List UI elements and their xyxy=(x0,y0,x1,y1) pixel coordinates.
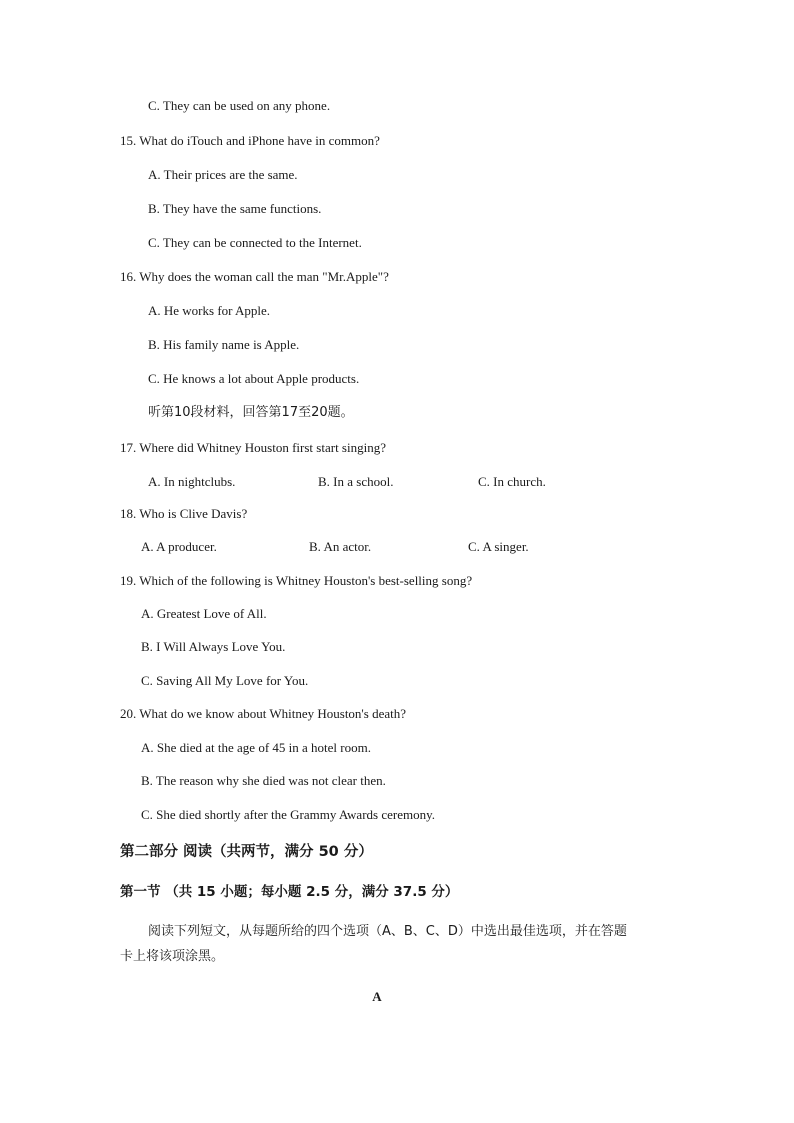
listening-instruction-10: 听第10段材料，回答第17至20题。 xyxy=(148,405,354,420)
q18-option-c: C. A singer. xyxy=(468,539,529,554)
passage-label: A xyxy=(372,989,382,1004)
q18-option-a: A. A producer. xyxy=(141,539,217,554)
q15-option-c: C. They can be connected to the Internet. xyxy=(148,235,362,250)
q17-option-b: B. In a school. xyxy=(318,474,394,489)
q19-stem: 19. Which of the following is Whitney Houston's best-selling song? xyxy=(120,573,473,588)
q17-stem: 17. Where did Whitney Houston first start singing? xyxy=(120,440,386,455)
q16-option-a: A. He works for Apple. xyxy=(148,303,271,318)
reading-instruction-line-2: 卡上将该项涂黑。 xyxy=(120,949,225,964)
q14-option-c: C. They can be used on any phone. xyxy=(148,98,331,113)
q19-option-b: B. I Will Always Love You. xyxy=(141,639,286,654)
q15-option-b: B. They have the same functions. xyxy=(148,201,322,216)
q19-option-a: A. Greatest Love of All. xyxy=(141,606,267,621)
section-one-heading: 第一节 （共 15 小题；每小题 2.5 分，满分 37.5 分） xyxy=(120,884,459,900)
q15-option-a: A. Their prices are the same. xyxy=(148,167,298,182)
q17-option-a: A. In nightclubs. xyxy=(148,474,236,489)
reading-instruction-line-1: 阅读下列短文，从每题所给的四个选项（A、B、C、D）中选出最佳选项，并在答题 xyxy=(148,924,627,939)
q20-option-c: C. She died shortly after the Grammy Awards ceremony. xyxy=(141,807,435,822)
q18-option-b: B. An actor. xyxy=(309,539,372,554)
part-two-heading: 第二部分 阅读（共两节，满分 50 分） xyxy=(120,844,373,860)
q20-stem: 20. What do we know about Whitney Houston's death? xyxy=(120,706,407,721)
q16-stem: 16. Why does the woman call the man "Mr.Apple"? xyxy=(120,269,389,284)
q18-stem: 18. Who is Clive Davis? xyxy=(120,506,248,521)
q15-stem: 15. What do iTouch and iPhone have in common? xyxy=(120,133,380,148)
q20-option-a: A. She died at the age of 45 in a hotel room. xyxy=(141,740,371,755)
q16-option-b: B. His family name is Apple. xyxy=(148,337,300,352)
q16-option-c: C. He knows a lot about Apple products. xyxy=(148,371,360,386)
q19-option-c: C. Saving All My Love for You. xyxy=(141,673,309,688)
q20-option-b: B. The reason why she died was not clear then. xyxy=(141,773,386,788)
q17-option-c: C. In church. xyxy=(478,474,546,489)
